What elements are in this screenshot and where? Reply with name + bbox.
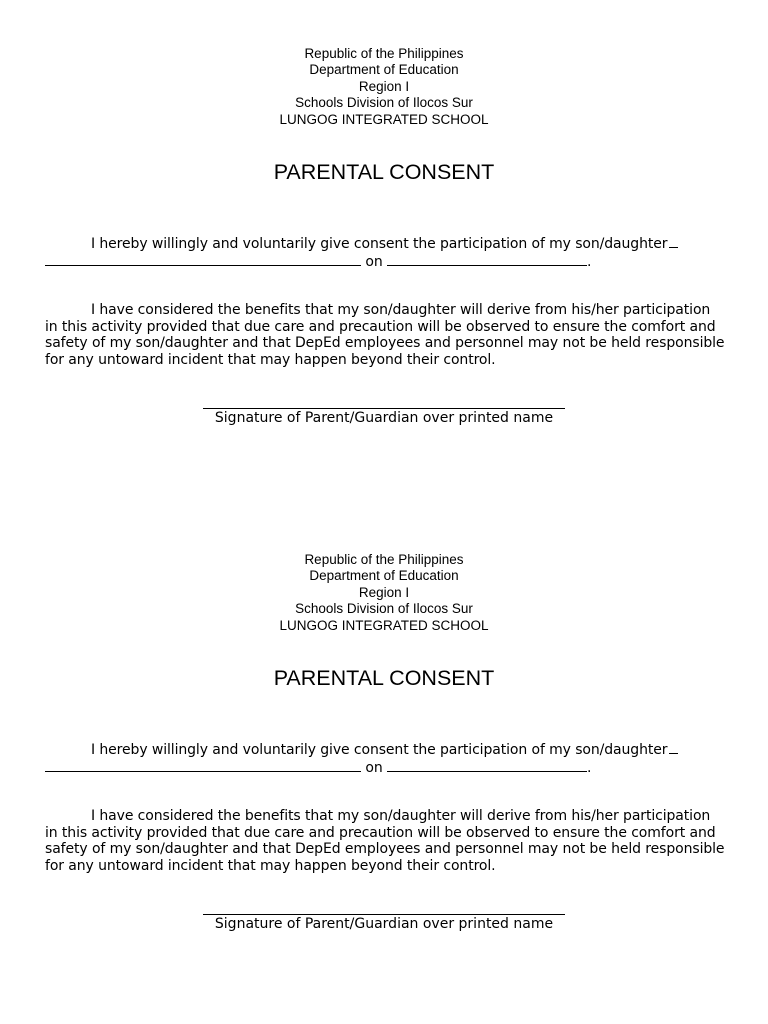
signature-block bbox=[0, 914, 768, 933]
signature-line[interactable] bbox=[203, 914, 565, 915]
signature-line[interactable] bbox=[203, 408, 565, 409]
period: . bbox=[586, 759, 592, 776]
benefits-paragraph bbox=[45, 302, 725, 368]
student-name-blank[interactable] bbox=[45, 759, 361, 772]
form-title: PARENTAL CONSENT bbox=[273, 666, 495, 690]
consent-form-1 bbox=[0, 46, 768, 426]
date-blank[interactable] bbox=[387, 759, 587, 772]
consent-text: I hereby willingly and voluntarily give consent the participation of my son/daughter bbox=[91, 742, 668, 758]
benefits-text: I have considered the benefits that my son/daughter will derive from his/her participation in this activity provided that due care and precaution will be observed to ensure the comfort and safety of my son/daughter and that DepEd employees and personnel may not be held responsible for any untoward incident that may happen beyond their control. bbox=[45, 302, 725, 368]
letterhead bbox=[0, 46, 768, 128]
student-name-blank-start[interactable] bbox=[669, 235, 678, 248]
period: . bbox=[586, 253, 592, 270]
consent-paragraph bbox=[45, 235, 725, 270]
letterhead-republic: Republic of the Philippines bbox=[304, 552, 464, 567]
signature-block bbox=[0, 408, 768, 427]
on-label: on bbox=[365, 759, 383, 776]
date-blank[interactable] bbox=[387, 253, 587, 266]
letterhead-division: Schools Division of Ilocos Sur bbox=[295, 601, 473, 617]
on-label: on bbox=[365, 253, 383, 270]
letterhead-department: Department of Education bbox=[309, 568, 459, 584]
letterhead-region: Region I bbox=[358, 78, 410, 94]
form-title: PARENTAL CONSENT bbox=[273, 160, 495, 184]
student-name-blank[interactable] bbox=[45, 253, 361, 266]
letterhead-republic: Republic of the Philippines bbox=[304, 46, 464, 61]
consent-form-2 bbox=[0, 552, 768, 932]
letterhead-school: LUNGOG INTEGRATED SCHOOL bbox=[279, 111, 489, 127]
signature-label: Signature of Parent/Guardian over printed name bbox=[214, 916, 554, 932]
letterhead-division: Schools Division of Ilocos Sur bbox=[295, 95, 473, 111]
benefits-paragraph bbox=[45, 808, 725, 874]
letterhead-department: Department of Education bbox=[309, 62, 459, 78]
benefits-text: I have considered the benefits that my son/daughter will derive from his/her participation in this activity provided that due care and precaution will be observed to ensure the comfort and safety of my son/daughter and that DepEd employees and personnel may not be held responsible for any untoward incident that may happen beyond their control. bbox=[45, 808, 725, 874]
letterhead bbox=[0, 552, 768, 634]
student-name-blank-start[interactable] bbox=[669, 741, 678, 754]
letterhead-school: LUNGOG INTEGRATED SCHOOL bbox=[279, 617, 489, 633]
consent-paragraph bbox=[45, 741, 725, 776]
letterhead-region: Region I bbox=[358, 584, 410, 600]
consent-text: I hereby willingly and voluntarily give consent the participation of my son/daughter bbox=[91, 236, 668, 252]
signature-label: Signature of Parent/Guardian over printed name bbox=[214, 410, 554, 426]
